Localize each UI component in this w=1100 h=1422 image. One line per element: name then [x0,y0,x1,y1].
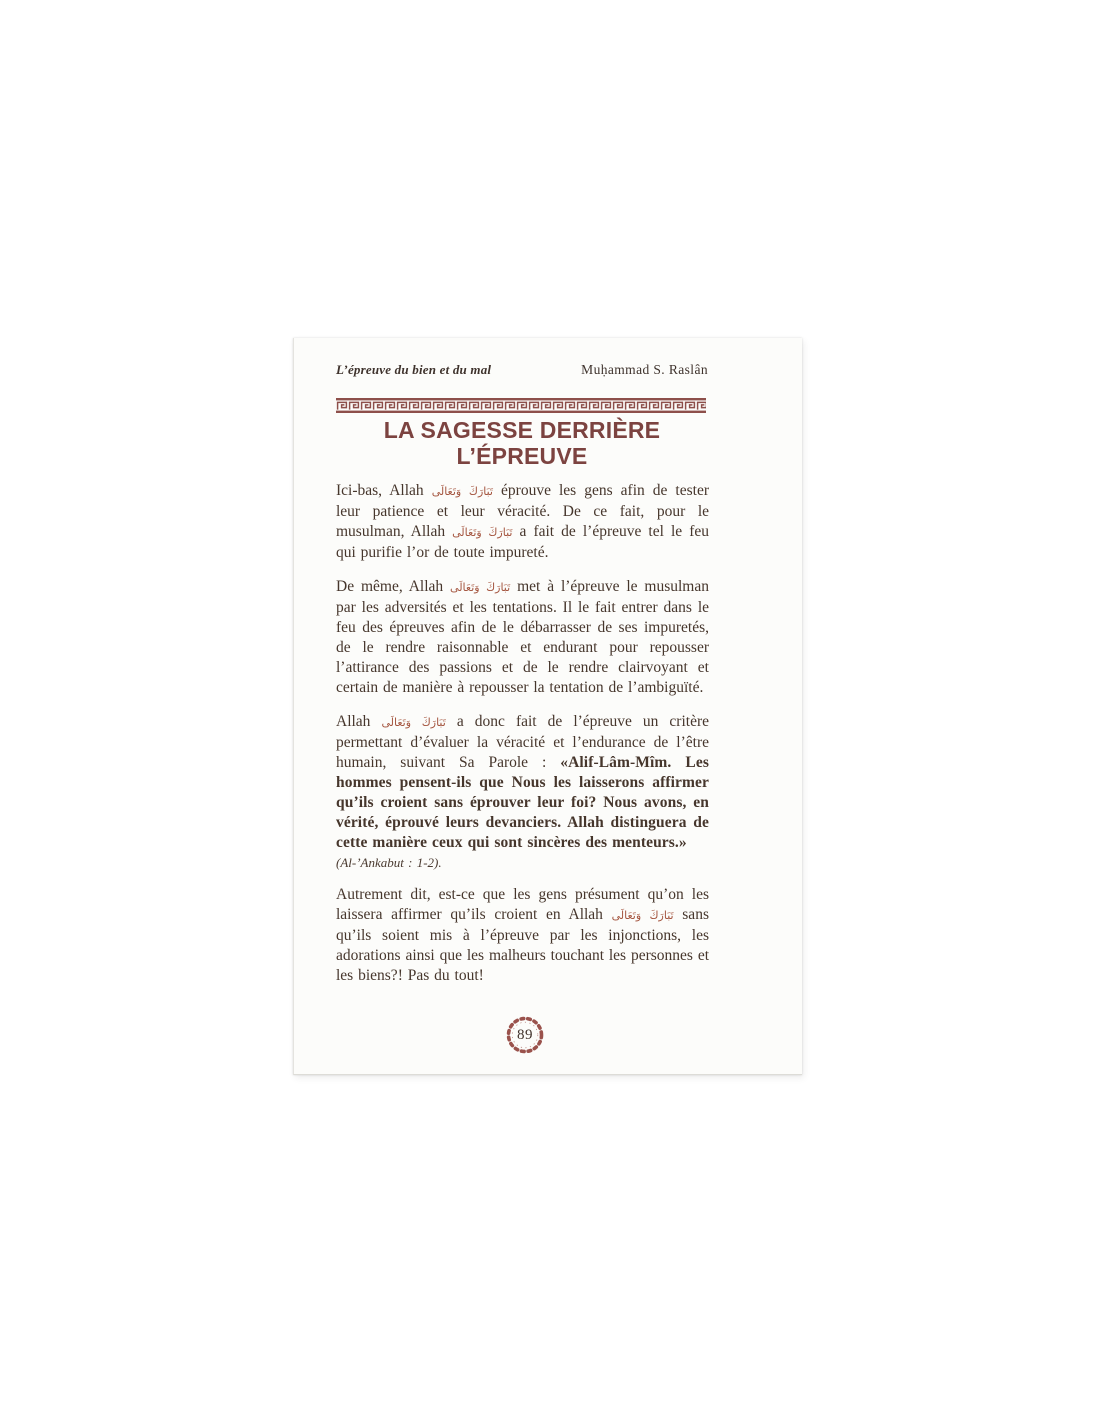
honorific-arabic: تَبَارَكَ وَتَعَالَى [450,581,511,594]
chapter-title: LA SAGESSE DERRIÈRE L’ÉPREUVE [383,417,661,469]
honorific-arabic: تَبَارَكَ وَتَعَالَى [381,716,446,729]
page-number-ornament [502,1012,548,1058]
text-run: Allah [336,713,382,730]
honorific-arabic: تَبَارَكَ وَتَعَالَى [431,485,493,498]
text-run: éprouve les gens afin de tester leur patience et leur véracité. De ce fait, pour le musulman, Allah [336,482,709,540]
text-run: met à l’épreuve le musulman par les adversités et les tentations. Il le fait entrer dans le feu des épreuves afin de le débarrasser de ses impuretés, de le rendre raisonnable et endurant pour repousser l’attirance des passions et de le rendre clairvoyant et certain de manière à repousser la tentation de l’ambiguïté. [336,578,709,696]
page-number: 89 [517,1026,533,1043]
header-book-title: L’épreuve du bien et du mal [336,362,492,377]
text-run: Ici-bas, Allah [336,482,432,499]
text-run: Autrement dit, est-ce que les gens présument qu’on les laissera affirmer qu’ils croient en Allah [336,886,709,923]
book-page [293,338,802,1075]
text-run: (Al-’Ankabut : 1-2). [336,855,442,870]
text-run: sans qu’ils soient mis à l’épreuve par les injonctions, les adorations ainsi que les malheurs touchant les personnes et les biens?! Pas du tout! [336,906,710,984]
body-paragraphs [336,481,709,986]
text-run: a fait de l’épreuve tel le feu qui purifie l’or de toute impureté. [336,523,709,561]
greek-key-border [336,398,706,413]
text-run: De même, Allah [336,578,451,595]
paragraph [336,712,709,853]
text-run: a donc fait de l’épreuve un critère permettant d’évaluer la véracité et l’endurance de l’être humain, suivant Sa Parole : [336,713,709,771]
honorific-arabic: تَبَارَكَ وَتَعَالَى [611,909,674,922]
verse-reference [336,854,709,871]
running-header [336,362,708,378]
paragraph [336,481,709,563]
honorific-arabic: تَبَارَكَ وَتَعَالَى [452,526,513,539]
quran-quote: «Alif-Lâm-Mîm. Les hommes pensent-ils que Nous les laisserons affirmer qu’ils croient sans éprouver leur foi? Nous avons, en vérité, éprouvé leurs devanciers. Allah distinguera de cette manière ceux qui sont sincères des menteurs.» [336,754,709,851]
paragraph [336,885,709,986]
paragraph [336,577,709,698]
header-author-name: Muḥammad S. Raslân [581,362,708,377]
